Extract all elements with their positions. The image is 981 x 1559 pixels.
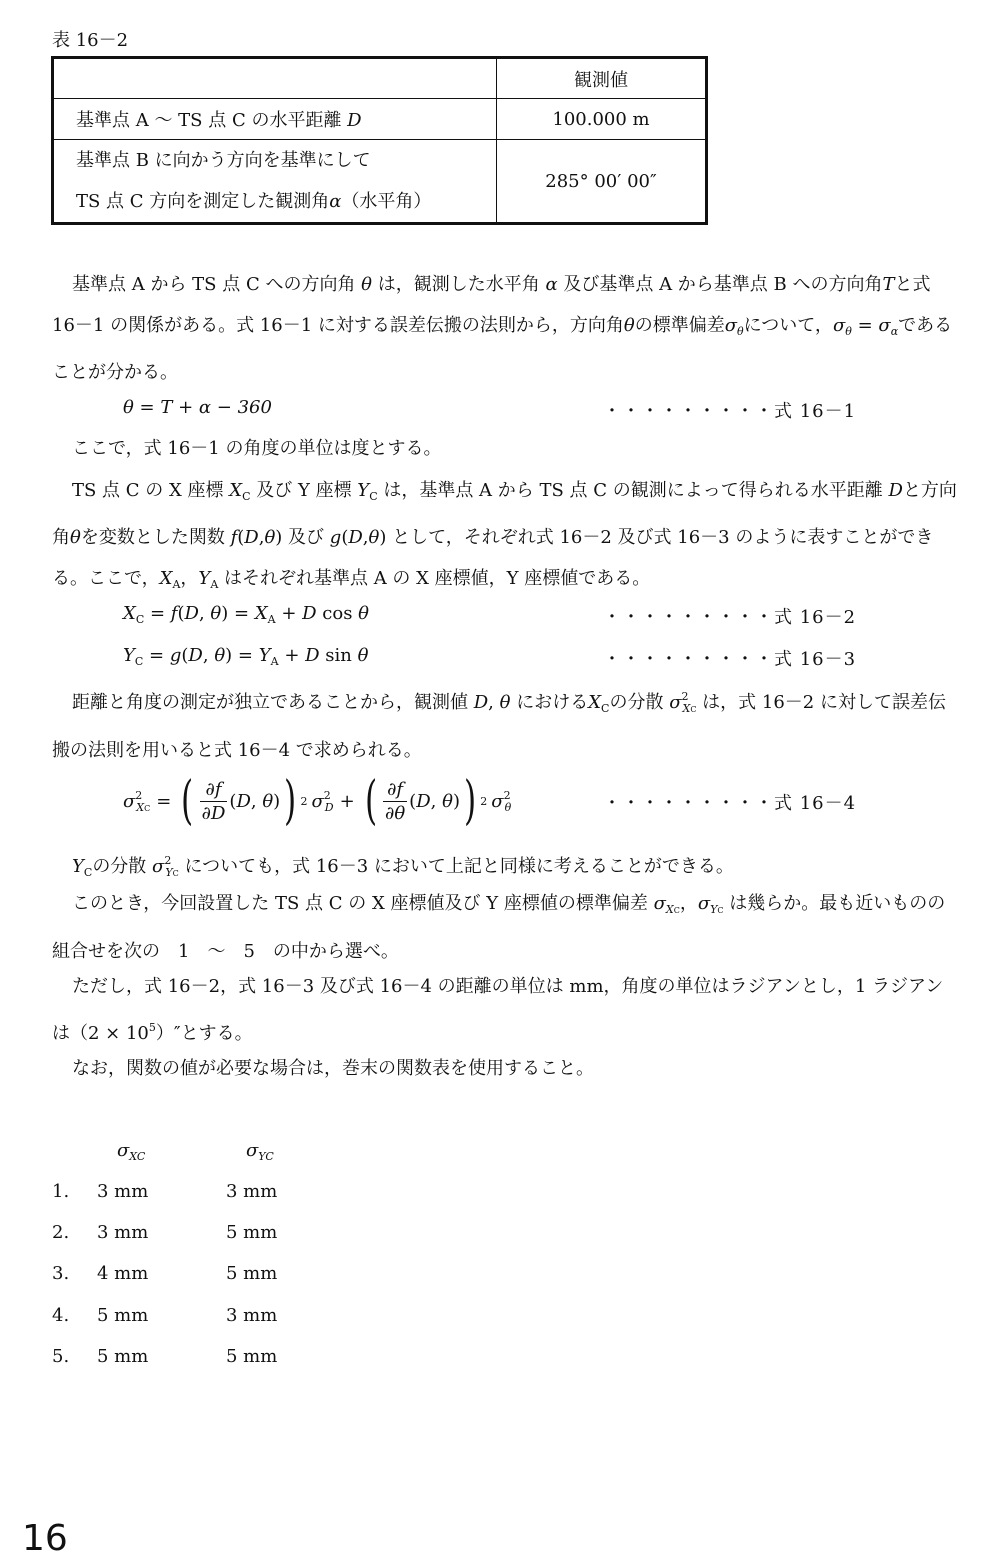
option-sigma-xc: 4 mm bbox=[97, 1263, 149, 1284]
p3-text: として，それぞれ式 16－2 及び式 16－3 のように表すことができる。ここで， bbox=[52, 527, 934, 589]
p1-var: θ bbox=[623, 315, 635, 336]
row1-variable: D bbox=[347, 110, 362, 131]
row2-variable: α bbox=[329, 191, 342, 212]
p1-text: の標準偏差 bbox=[634, 315, 725, 336]
option-sigma-yc: 3 mm bbox=[226, 1181, 278, 1202]
p4-text: における bbox=[510, 692, 589, 713]
p1-text: 及び基準点 A から基準点 B への方向角 bbox=[557, 274, 883, 295]
equation-16-3-label: ・・・・・・・・・式 16－3 bbox=[603, 649, 857, 670]
paragraph-5: $Y_C$の分散 $\sigma^2_{YC}$ についても，式 16－3 において上記と同様に考えることができる。 bbox=[72, 854, 734, 879]
option-header-sigma: σ bbox=[117, 1140, 130, 1161]
paragraph-6: このとき，今回設置した TS 点 C の X 座標値及び Y 座標値の標準偏差 $\sigma_{XC}$，$\sigma_{YC}$ は幾らか。最も近いものの組合せを次の 1 ～ 5 の中から選べ。 bbox=[52, 893, 946, 962]
p1-text: 基準点 A から TS 点 C への方向角 bbox=[72, 274, 362, 295]
paragraph-7 bbox=[52, 966, 957, 1054]
option-sigma-xc: 5 mm bbox=[97, 1346, 149, 1367]
paragraph-3: TS 点 C の X 座標 $X_C$ 及び Y 座標 $Y_C$ は，基準点 A から TS 点 C の観測によって得られる水平距離 Dと方向角θを変数とした関数 f(D,θ) 及び g(D,θ) として，それぞれ式 16－2 及び式 16－3 のように表すことができる。ここで，$X_A$，$Y_A$ はそれぞれ基準点 A の X 座標値，Y 座標値である。 bbox=[52, 480, 957, 591]
row2-label-line1: 基準点 B に向かう方向を基準にして bbox=[76, 150, 371, 171]
equation-16-3: $Y_C = g(D$, $\theta) = Y_A + D$ sin θ bbox=[123, 645, 369, 668]
option-number: 5. bbox=[52, 1346, 70, 1367]
p3-text: 及び bbox=[282, 527, 330, 548]
option-number: 4. bbox=[52, 1305, 70, 1326]
table-row-label bbox=[53, 140, 497, 224]
p3-text: TS 点 C の X 座標 bbox=[72, 480, 230, 501]
observation-table bbox=[51, 56, 708, 225]
option-header-sub: XC bbox=[129, 1150, 146, 1163]
equation-16-2-label: ・・・・・・・・・式 16－2 bbox=[603, 607, 857, 628]
option-number: 1. bbox=[52, 1181, 70, 1202]
equation-16-1-label: ・・・・・・・・・式 16－1 bbox=[603, 401, 857, 422]
p7-superscript: 5 bbox=[148, 1021, 156, 1034]
p1-var: θ bbox=[361, 274, 373, 295]
p4-text: 距離と角度の測定が独立であることから，観測値 bbox=[72, 692, 474, 713]
p1-text: と式 16－1 の関係がある。式 16－1 に対する誤差伝搬の法則から，方向角 bbox=[52, 274, 931, 336]
equation-16-2: $X_C = f(D$, $\theta) = X_A + D$ cos θ bbox=[123, 603, 370, 626]
paragraph-2: ここで，式 16－1 の角度の単位は度とする。 bbox=[72, 438, 442, 459]
page-number: 16 bbox=[22, 1518, 68, 1559]
p1-var: α bbox=[545, 274, 558, 295]
p6-text: ， bbox=[679, 893, 698, 914]
p4-text: は，式 16－2 に対して誤差伝搬の法則を用いると式 16－4 で求められる。 bbox=[52, 692, 946, 761]
p1-inline-equation: $\sigma_\theta = \sigma_\alpha$ bbox=[832, 315, 899, 338]
option-number: 3. bbox=[52, 1263, 70, 1284]
p1-subscript: θ bbox=[737, 325, 744, 338]
option-sigma-xc: 5 mm bbox=[97, 1305, 149, 1326]
paragraph-4: 距離と角度の測定が独立であることから，観測値 D, θ における$X_C$の分散 $\sigma^2_{XC}$ は，式 16－2 に対して誤差伝搬の法則を用いると式 16－4 で求められる。 bbox=[52, 690, 946, 761]
option-sigma-xc: 3 mm bbox=[97, 1222, 149, 1243]
p6-text: このとき，今回設置した TS 点 C の X 座標値及び Y 座標値の標準偏差 bbox=[72, 893, 654, 914]
p1-text: であることが分かる。 bbox=[52, 315, 953, 383]
row2-label-line2-text: TS 点 C 方向を測定した観測角 bbox=[76, 191, 330, 212]
table-header-value: 観測値 bbox=[497, 58, 707, 99]
p3-text: を変数とした関数 bbox=[80, 527, 231, 548]
row2-label-line2-suffix: （水平角） bbox=[341, 191, 432, 212]
p1-text: は，観測した水平角 bbox=[372, 274, 546, 295]
table-row-value: 100.000 m bbox=[497, 99, 707, 140]
p7-text: ただし，式 16－2，式 16－3 及び式 16－4 の距離の単位は mm，角度の単位はラジアンとし，1 ラジアンは（2 × 10 bbox=[52, 976, 944, 1044]
option-sigma-yc: 5 mm bbox=[226, 1346, 278, 1367]
option-header-sub: YC bbox=[258, 1150, 274, 1163]
option-header-sigma: σ bbox=[246, 1140, 259, 1161]
p1-var: T bbox=[882, 274, 895, 295]
p5-text: についても，式 16－3 において上記と同様に考えることができる。 bbox=[178, 856, 734, 877]
p1-var: σ bbox=[724, 315, 738, 336]
option-sigma-xc: 3 mm bbox=[97, 1181, 149, 1202]
row1-label-text: 基準点 A ～ TS 点 C の水平距離 bbox=[76, 110, 348, 131]
option-sigma-yc: 5 mm bbox=[226, 1263, 278, 1284]
p4-text: の分散 bbox=[609, 692, 670, 713]
p3-text: と方向角 bbox=[52, 480, 957, 548]
table-row bbox=[53, 140, 707, 224]
p3-text: 及び Y 座標 bbox=[250, 480, 358, 501]
p1-text: について， bbox=[743, 315, 833, 336]
table-caption: 表 16－2 bbox=[52, 30, 129, 51]
table-header-empty-cell bbox=[53, 58, 497, 99]
equation-16-4: $\sigma^2_{XC}$ = ( $\frac{\partial f}{\partial D}$ (D, θ) ) 2 $\sigma^2_D$ + ( $\frac{\partial f}{\partial\theta}$ (D, θ) ) 2 $\sigma^2_\theta$ bbox=[123, 771, 512, 831]
option-header-sigma-yc bbox=[246, 1140, 274, 1163]
paragraph-1 bbox=[52, 264, 957, 393]
equation-16-1: θ = T + α − 360 bbox=[123, 397, 272, 418]
table-header-row bbox=[53, 58, 707, 99]
p3-text: はそれぞれ基準点 A の X 座標値，Y 座標値である。 bbox=[218, 568, 651, 589]
p5-text: の分散 bbox=[92, 856, 153, 877]
p6-text: は幾らか。最も近いものの組合せを次の 1 ～ 5 の中から選べ。 bbox=[52, 893, 946, 962]
p7-text: ）″とする。 bbox=[155, 1023, 253, 1044]
option-header-sigma-xc bbox=[117, 1140, 145, 1163]
p3-text: は，基準点 A から TS 点 C の観測によって得られる水平距離 bbox=[377, 480, 889, 501]
table-row-label bbox=[53, 99, 497, 140]
p3-text: ， bbox=[180, 568, 199, 589]
option-sigma-yc: 3 mm bbox=[226, 1305, 278, 1326]
option-sigma-yc: 5 mm bbox=[226, 1222, 278, 1243]
equation-16-4-label: ・・・・・・・・・式 16－4 bbox=[603, 793, 857, 814]
paragraph-8: なお，関数の値が必要な場合は，巻末の関数表を使用すること。 bbox=[72, 1058, 594, 1079]
option-number: 2. bbox=[52, 1222, 70, 1243]
table-row-value: 285° 00′ 00″ bbox=[497, 140, 707, 224]
table-row bbox=[53, 99, 707, 140]
row2-label-line2 bbox=[76, 181, 474, 222]
